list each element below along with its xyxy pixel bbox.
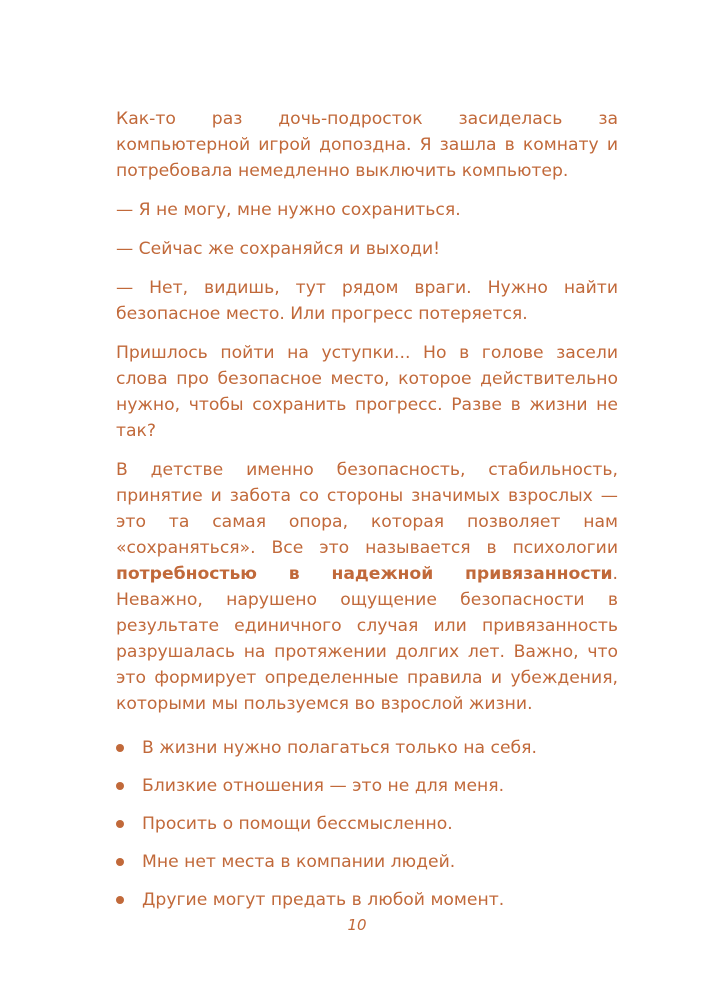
dialogue-line-1: — Я не могу, мне нужно сохраниться. [116, 200, 461, 220]
beliefs-list [116, 735, 618, 913]
belief-text: В жизни нужно полагаться только на себя. [142, 738, 537, 758]
dialogue-line-3: — Нет, видишь, тут рядом враги. Нужно найти безопасное место. Или прогресс потеряется. [116, 278, 618, 324]
list-item [116, 849, 618, 875]
paragraph-intro: Как-то раз дочь-подросток засиделась за компьютерной игрой допоздна. Я зашла в комнату и потребовала немедленно выключить компьютер. [116, 109, 618, 181]
attachment-term-bold: потребностью в надежной привязанности [116, 564, 613, 584]
belief-text: Просить о помощи бессмысленно. [142, 814, 453, 834]
dialogue-line-2: — Сейчас же сохраняйся и выходи! [116, 239, 441, 259]
list-item [116, 811, 618, 837]
bullet-dot-icon [116, 744, 124, 752]
list-item [116, 887, 618, 913]
belief-text: Другие могут предать в любой момент. [142, 890, 505, 910]
bullet-dot-icon [116, 896, 124, 904]
paragraph-attachment [116, 457, 618, 717]
attachment-text-after: . Неважно, нарушено ощущение безопасности в результате единичного случая или привязанность разрушалась на протяжении долгих лет. Важно, что это формирует определенные правила и убеждения, которыми мы пользуемся во взрослой жизни. [116, 564, 618, 714]
paragraph-reflection: Пришлось пойти на уступки... Но в голове засели слова про безопасное место, которое действительно нужно, чтобы сохранить прогресс. Разве в жизни не так? [116, 343, 618, 441]
bullet-dot-icon [116, 858, 124, 866]
bullet-dot-icon [116, 820, 124, 828]
bullet-dot-icon [116, 782, 124, 790]
page-number: 10 [347, 916, 367, 934]
belief-text: Близкие отношения — это не для меня. [142, 776, 505, 796]
page-content [116, 106, 618, 925]
list-item [116, 773, 618, 799]
attachment-text-before: В детстве именно безопасность, стабильность, принятие и забота со стороны значимых взрослых — это та самая опора, которая позволяет нам «сохраняться». Все это называется в психологии [116, 460, 618, 558]
list-item [116, 735, 618, 761]
belief-text: Мне нет места в компании людей. [142, 852, 456, 872]
